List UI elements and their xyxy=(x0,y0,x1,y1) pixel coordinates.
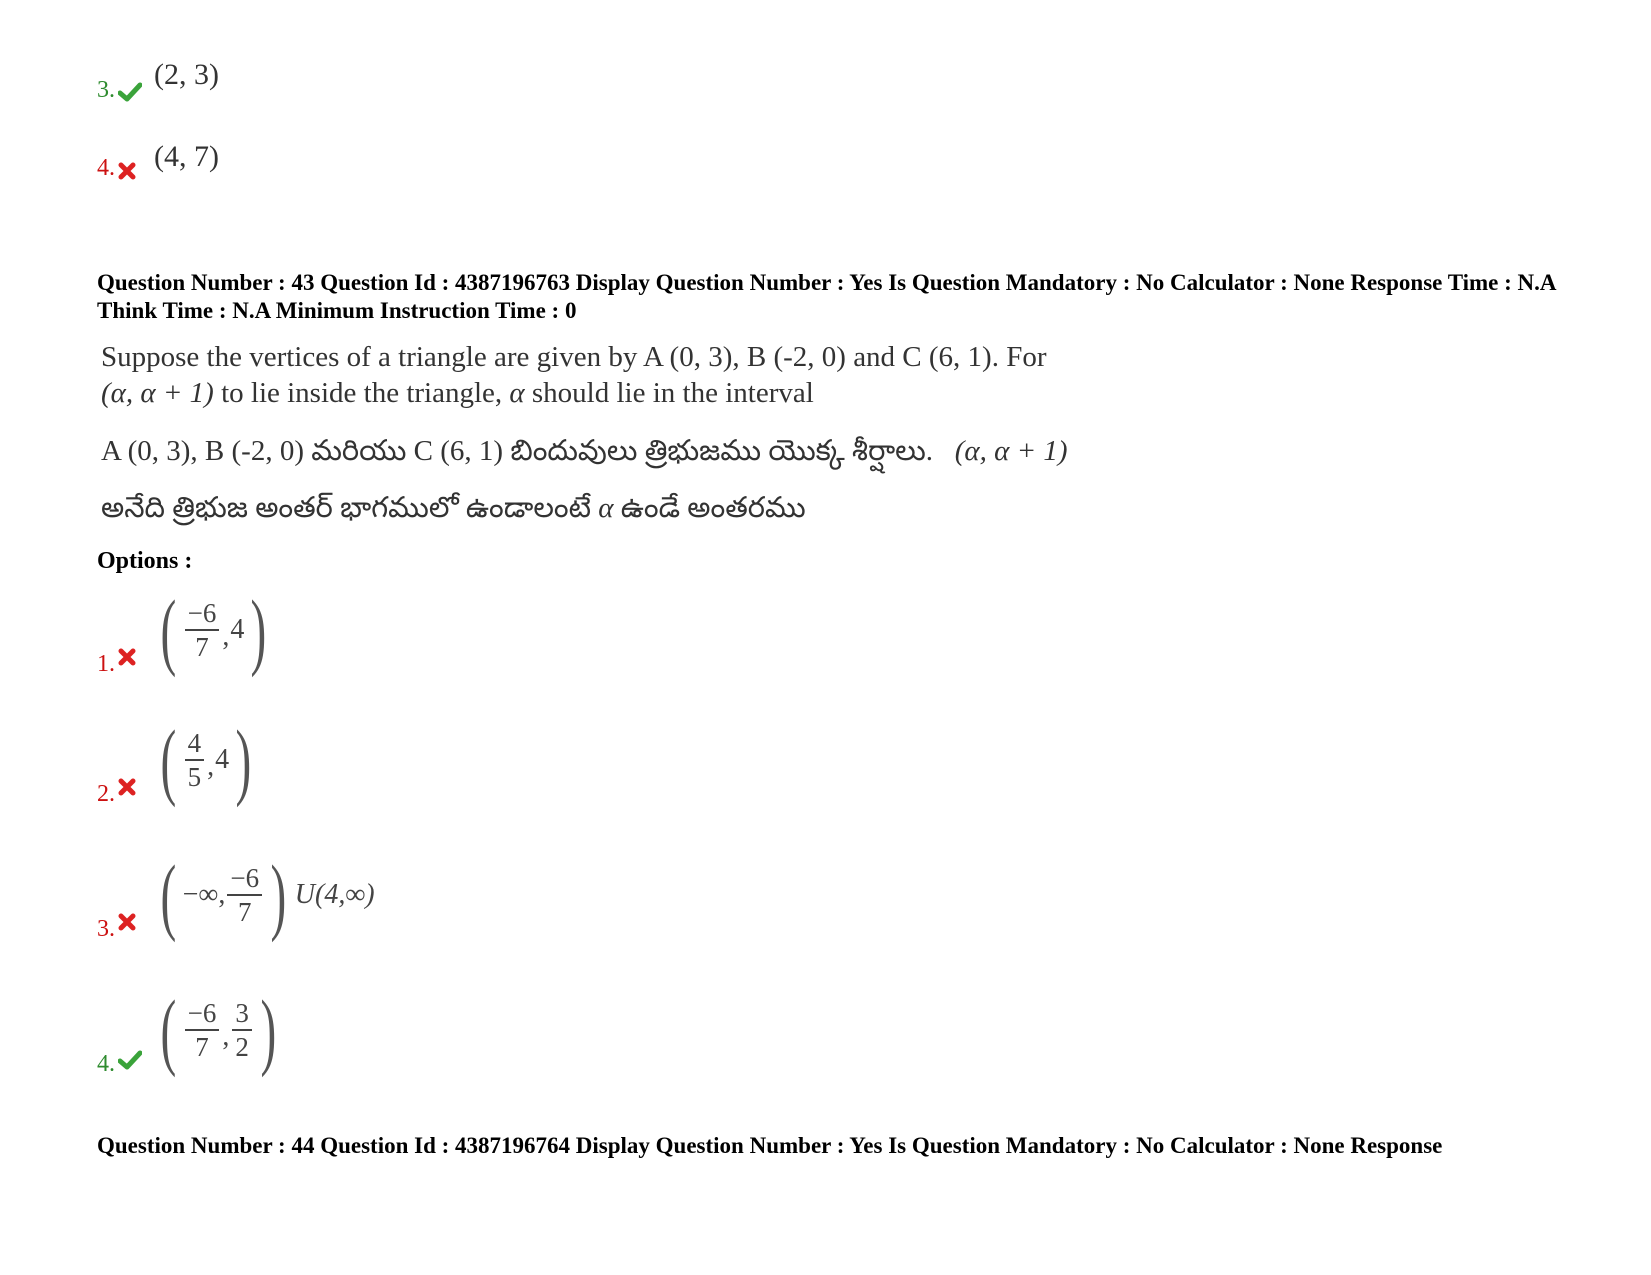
left-paren: ( xyxy=(160,582,177,678)
option-number: 4. xyxy=(97,155,115,181)
fraction-denominator: 7 xyxy=(238,897,252,927)
option-math xyxy=(154,582,273,678)
option-4 xyxy=(97,982,283,1078)
option-number: 2. xyxy=(97,781,115,807)
prev-option-4 xyxy=(97,140,219,181)
fraction xyxy=(227,862,262,928)
option-number: 3. xyxy=(97,77,115,103)
option-math xyxy=(154,982,283,1078)
option-2 xyxy=(97,712,258,808)
comma: , xyxy=(207,751,215,782)
option-3 xyxy=(97,847,375,943)
union-expression: U(4,∞) xyxy=(294,879,375,910)
option-number: 4. xyxy=(97,1051,115,1077)
cross-icon xyxy=(118,907,144,931)
option-1 xyxy=(97,582,273,678)
options-label: Options : xyxy=(97,548,193,574)
question-44-header: Question Number : 44 Question Id : 4387196764 Display Question Number : Yes Is Question Mandatory : No Calculator : None Response xyxy=(97,1133,1443,1158)
fraction xyxy=(185,997,220,1063)
fraction xyxy=(185,727,205,793)
telugu-text: A (0, 3), B (-2, 0) మరియు C (6, 1) బిందువులు త్రిభుజము యొక్క శీర్షాలు. xyxy=(101,435,934,467)
question-telugu-line-2 xyxy=(101,489,806,527)
fraction-numerator: −6 xyxy=(185,997,220,1031)
comma: , xyxy=(222,1021,230,1052)
option-lead: −∞, xyxy=(182,879,226,910)
prev-option-3 xyxy=(97,58,219,103)
text-fragment: to lie inside the triangle, xyxy=(213,377,510,409)
left-paren: ( xyxy=(160,712,177,808)
fraction xyxy=(232,997,252,1063)
right-paren: ) xyxy=(270,847,287,943)
math-expression: (α, α + 1) xyxy=(101,377,214,409)
cross-icon xyxy=(118,156,144,180)
option-number: 3. xyxy=(97,916,115,942)
fraction-denominator: 7 xyxy=(195,632,209,662)
right-paren: ) xyxy=(250,582,267,678)
fraction-numerator: 4 xyxy=(185,727,205,761)
alpha-symbol: α xyxy=(598,492,614,524)
cross-icon xyxy=(118,642,144,666)
telugu-text: అనేది త్రిభుజ అంతర్ భాగములో ఉండాలంటే xyxy=(101,492,599,524)
math-expression: (α, α + 1) xyxy=(954,435,1068,467)
fraction-numerator: 3 xyxy=(232,997,252,1031)
question-telugu-line-1 xyxy=(101,432,1068,470)
fraction-numerator: −6 xyxy=(185,597,220,631)
option-number: 1. xyxy=(97,651,115,677)
fraction-denominator: 2 xyxy=(235,1032,249,1062)
check-icon xyxy=(118,1046,144,1070)
option-math xyxy=(154,847,375,943)
check-icon xyxy=(118,78,144,102)
option-math xyxy=(154,712,258,808)
right-paren: ) xyxy=(235,712,252,808)
left-paren: ( xyxy=(160,982,177,1078)
text-fragment: should lie in the interval xyxy=(524,377,814,409)
option-value: (4, 7) xyxy=(154,140,219,173)
right-paren: ) xyxy=(260,982,277,1078)
alpha-symbol: α xyxy=(509,377,525,409)
option-bound: 4 xyxy=(230,614,245,645)
question-english-line-2 xyxy=(101,374,814,412)
fraction-numerator: −6 xyxy=(227,862,262,896)
cross-icon xyxy=(118,772,144,796)
comma: , xyxy=(222,621,230,652)
fraction-denominator: 7 xyxy=(195,1032,209,1062)
option-value: (2, 3) xyxy=(154,58,219,91)
telugu-text: ఉండే అంతరము xyxy=(613,492,806,524)
question-english-line-1: Suppose the vertices of a triangle are given by A (0, 3), B (-2, 0) and C (6, 1). For xyxy=(101,341,1047,373)
left-paren: ( xyxy=(160,847,177,943)
question-43-header: Question Number : 43 Question Id : 4387196763 Display Question Number : Yes Is Question Mandatory : No Calculator : None Response Time : N.A Think Time : N.A Minimum Instruction Time : 0 xyxy=(97,270,1556,323)
option-bound: 4 xyxy=(215,744,230,775)
fraction-denominator: 5 xyxy=(187,762,202,792)
fraction xyxy=(185,597,220,663)
